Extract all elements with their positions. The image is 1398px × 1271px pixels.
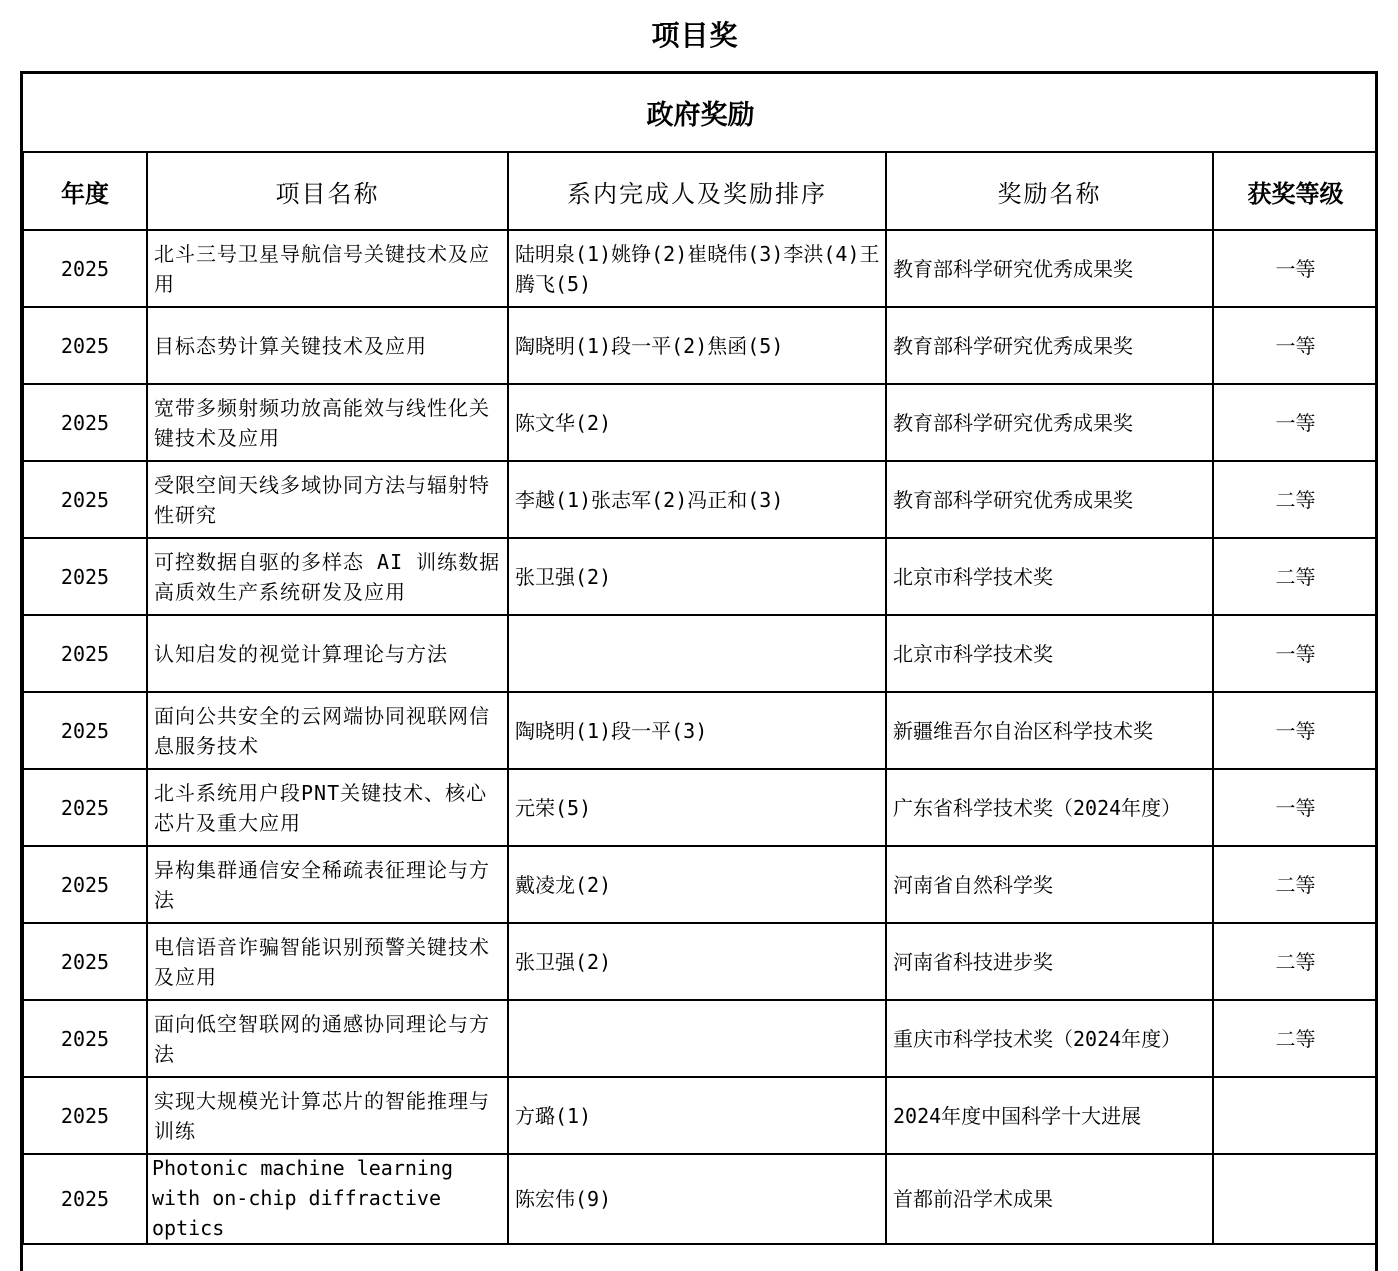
team-cell: 元荣(5) — [508, 769, 886, 846]
level-cell: 一等 — [1213, 615, 1378, 692]
level-cell: 一等 — [1213, 769, 1378, 846]
section-header-row — [23, 74, 1378, 152]
column-header-project-name: 项目名称 — [147, 152, 508, 230]
table-row — [23, 769, 1378, 846]
level-cell: 一等 — [1213, 307, 1378, 384]
team-cell: 陆明泉(1)姚铮(2)崔晓伟(3)李洪(4)王腾飞(5) — [508, 230, 886, 307]
team-cell — [508, 1000, 886, 1077]
table-row — [23, 923, 1378, 1000]
project-name-cell: 面向低空智联网的通感协同理论与方法 — [147, 1000, 508, 1077]
team-cell: 陶晓明(1)段一平(2)焦函(5) — [508, 307, 886, 384]
level-cell: 二等 — [1213, 846, 1378, 923]
team-cell: 张卫强(2) — [508, 538, 886, 615]
award-name-cell: 教育部科学研究优秀成果奖 — [886, 461, 1213, 538]
column-header-level: 获奖等级 — [1213, 152, 1378, 230]
team-cell: 陈文华(2) — [508, 384, 886, 461]
year-cell: 2025 — [23, 692, 147, 769]
award-name-cell: 新疆维吾尔自治区科学技术奖 — [886, 692, 1213, 769]
team-cell: 陶晓明(1)段一平(3) — [508, 692, 886, 769]
year-cell: 2025 — [23, 1154, 147, 1244]
level-cell: 一等 — [1213, 692, 1378, 769]
year-cell: 2025 — [23, 923, 147, 1000]
year-cell: 2025 — [23, 1077, 147, 1154]
year-cell: 2025 — [23, 538, 147, 615]
column-header-row — [23, 152, 1378, 230]
team-cell: 方璐(1) — [508, 1077, 886, 1154]
level-cell: 二等 — [1213, 1000, 1378, 1077]
project-name-cell: 受限空间天线多域协同方法与辐射特性研究 — [147, 461, 508, 538]
award-name-cell: 河南省自然科学奖 — [886, 846, 1213, 923]
team-cell: 陈宏伟(9) — [508, 1154, 886, 1244]
award-name-cell: 教育部科学研究优秀成果奖 — [886, 307, 1213, 384]
level-cell — [1213, 1154, 1378, 1244]
team-cell: 戴凌龙(2) — [508, 846, 886, 923]
column-header-year: 年度 — [23, 152, 147, 230]
award-name-cell: 北京市科学技术奖 — [886, 615, 1213, 692]
team-cell — [508, 615, 886, 692]
project-name-cell: 认知启发的视觉计算理论与方法 — [147, 615, 508, 692]
year-cell: 2025 — [23, 769, 147, 846]
project-name-cell: 实现大规模光计算芯片的智能推理与训练 — [147, 1077, 508, 1154]
award-name-cell: 教育部科学研究优秀成果奖 — [886, 384, 1213, 461]
level-cell — [1213, 1077, 1378, 1154]
level-cell: 二等 — [1213, 461, 1378, 538]
year-cell: 2025 — [23, 1000, 147, 1077]
table-row — [23, 461, 1378, 538]
project-name-cell: 北斗三号卫星导航信号关键技术及应用 — [147, 230, 508, 307]
award-name-cell: 教育部科学研究优秀成果奖 — [886, 230, 1213, 307]
level-cell: 一等 — [1213, 230, 1378, 307]
project-name-cell: 异构集群通信安全稀疏表征理论与方法 — [147, 846, 508, 923]
project-name-cell: 面向公共安全的云网端协同视联网信息服务技术 — [147, 692, 508, 769]
project-name-text: Photonic machine learning with on-chip diffractive optics — [152, 1156, 454, 1240]
year-cell: 2025 — [23, 230, 147, 307]
table-row — [23, 1000, 1378, 1077]
award-name-cell: 重庆市科学技术奖（2024年度） — [886, 1000, 1213, 1077]
year-cell: 2025 — [23, 307, 147, 384]
project-name-cell: 目标态势计算关键技术及应用 — [147, 307, 508, 384]
year-cell: 2025 — [23, 461, 147, 538]
level-cell: 二等 — [1213, 538, 1378, 615]
project-name-cell: 电信语音诈骗智能识别预警关键技术及应用 — [147, 923, 508, 1000]
award-name-cell: 北京市科学技术奖 — [886, 538, 1213, 615]
table-row — [23, 1077, 1378, 1154]
page-title: 项目奖 — [651, 19, 739, 52]
project-name-cell — [147, 1154, 508, 1244]
table-row — [23, 230, 1378, 307]
award-name-cell: 2024年度中国科学十大进展 — [886, 1077, 1213, 1154]
column-header-team: 系内完成人及奖励排序 — [508, 152, 886, 230]
section-title: 政府奖励 — [23, 74, 1378, 152]
level-cell: 一等 — [1213, 384, 1378, 461]
table-row — [23, 846, 1378, 923]
column-header-award-name: 奖励名称 — [886, 152, 1213, 230]
table-row — [23, 615, 1378, 692]
project-name-cell: 宽带多频射频功放高能效与线性化关键技术及应用 — [147, 384, 508, 461]
year-cell: 2025 — [23, 384, 147, 461]
table-row — [23, 307, 1378, 384]
year-cell: 2025 — [23, 615, 147, 692]
table-row — [23, 538, 1378, 615]
awards-sheet — [20, 71, 1378, 1271]
year-cell: 2025 — [23, 846, 147, 923]
team-cell: 张卫强(2) — [508, 923, 886, 1000]
table-row — [23, 384, 1378, 461]
table-row — [23, 692, 1378, 769]
team-cell: 李越(1)张志军(2)冯正和(3) — [508, 461, 886, 538]
project-name-cell: 可控数据自驱的多样态 AI 训练数据高质效生产系统研发及应用 — [147, 538, 508, 615]
awards-table — [22, 74, 1378, 1245]
project-name-cell: 北斗系统用户段PNT关键技术、核心芯片及重大应用 — [147, 769, 508, 846]
award-name-cell: 河南省科技进步奖 — [886, 923, 1213, 1000]
award-name-cell: 首都前沿学术成果 — [886, 1154, 1213, 1244]
level-cell: 二等 — [1213, 923, 1378, 1000]
award-name-cell: 广东省科学技术奖（2024年度） — [886, 769, 1213, 846]
table-row — [23, 1154, 1378, 1244]
